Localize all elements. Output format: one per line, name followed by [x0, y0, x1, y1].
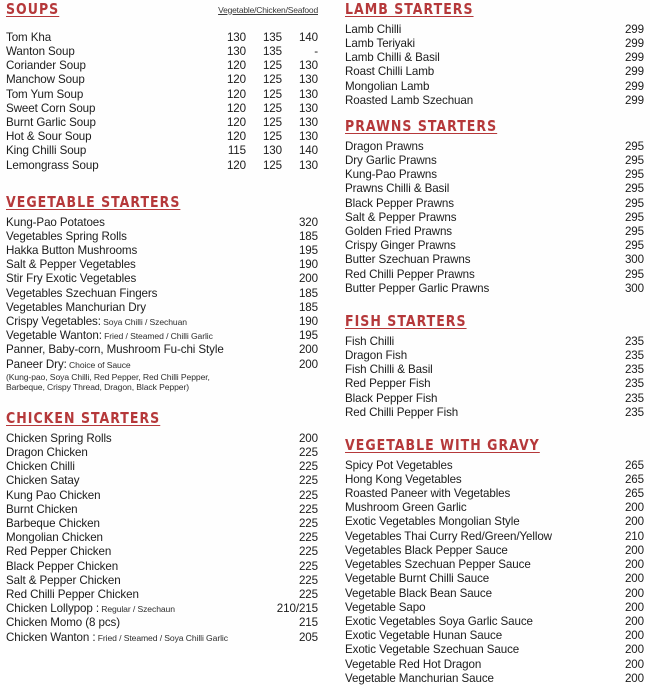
menu-item-row	[345, 392, 644, 406]
menu-item-price-chicken: 125	[262, 101, 282, 115]
chicken-starters-item-list	[6, 432, 318, 645]
menu-item-row	[6, 545, 318, 559]
menu-item-name: Roasted Paneer with Vegetables	[345, 487, 511, 501]
menu-item-name: Roast Chilli Lamb	[345, 65, 435, 79]
menu-item-row	[6, 116, 318, 130]
menu-item-row	[6, 503, 318, 517]
menu-item-row	[345, 601, 644, 615]
menu-item-row	[6, 460, 318, 474]
menu-item-name: Vegetables Thai Curry Red/Green/Yellow	[345, 529, 552, 543]
menu-item-price-vegetable: 120	[226, 115, 246, 129]
menu-item-name: Kung-Pao Prawns	[345, 168, 437, 182]
menu-item-price: 200	[624, 558, 644, 572]
menu-item-name: Vegetable Burnt Chilli Sauce	[345, 572, 490, 586]
menu-item-row	[6, 616, 318, 630]
menu-item-row	[6, 343, 318, 357]
menu-item-row	[6, 230, 318, 244]
menu-item-price: 299	[624, 65, 644, 79]
menu-item-row	[6, 272, 318, 286]
menu-item-name: Black Pepper Fish	[345, 391, 438, 405]
lamb-starters-item-list	[345, 23, 644, 108]
menu-item-row	[6, 574, 318, 588]
menu-item-name: Fish Chilli	[345, 334, 395, 348]
menu-item-row	[6, 588, 318, 602]
menu-item-name: Exotic Vegetable Szechuan Sauce	[345, 643, 520, 657]
section-chicken-starters	[6, 409, 318, 645]
section-lamb-starters	[345, 0, 644, 108]
menu-item-price: 295	[624, 224, 644, 238]
menu-item-price: 295	[624, 182, 644, 196]
menu-item-price: 300	[624, 281, 644, 295]
menu-item-name: Hot & Sour Soup	[6, 130, 92, 144]
menu-item-row	[345, 211, 644, 225]
menu-item-row	[345, 572, 644, 586]
menu-item-price-chicken: 135	[262, 44, 282, 58]
prawns-starters-item-list	[345, 140, 644, 296]
section-vegetable-with-gravy	[345, 436, 644, 686]
menu-item-row	[6, 258, 318, 272]
menu-item-name: Salt & Pepper Vegetables	[6, 258, 136, 272]
menu-item-row	[345, 515, 644, 529]
menu-item-name: Burnt Garlic Soup	[6, 115, 96, 129]
menu-item-row	[345, 51, 644, 65]
menu-item-row	[345, 182, 644, 196]
menu-item-price-seafood: 130	[298, 115, 318, 129]
menu-item-name: Tom Yum Soup	[6, 87, 84, 101]
menu-item-name: Butter Pepper Garlic Prawns	[345, 281, 490, 295]
menu-item-price: 225	[298, 545, 318, 559]
menu-item-row	[345, 268, 644, 282]
menu-item-name: Vegetables Black Pepper Sauce	[345, 543, 508, 557]
menu-item-row	[345, 80, 644, 94]
menu-item-name: Vegetables Manchurian Dry	[6, 300, 146, 314]
menu-item-row	[6, 73, 318, 87]
menu-item-price: 265	[624, 472, 644, 486]
menu-item-price-seafood: 130	[298, 87, 318, 101]
soups-item-list	[6, 31, 318, 173]
menu-item-price: 225	[298, 460, 318, 474]
vegetable-starters-note-line-2: Barbeque, Crispy Thread, Dragon, Black Pepper)	[6, 382, 189, 393]
menu-item-name: Vegetable Sapo	[345, 600, 426, 614]
menu-item-name: Spicy Pot Vegetables	[345, 458, 453, 472]
section-heading-vegetable-with-gravy: VEGETABLE WITH GRAVY	[345, 435, 540, 454]
menu-item-name: Vegetables Spring Rolls	[6, 229, 127, 243]
fish-starters-item-list	[345, 335, 644, 420]
menu-item-row	[6, 631, 318, 645]
menu-item-price: 225	[298, 474, 318, 488]
menu-item-row	[345, 239, 644, 253]
menu-item-price: 235	[624, 377, 644, 391]
menu-item-price: 299	[624, 79, 644, 93]
menu-item-name: Red Chilli Pepper Prawns	[345, 267, 475, 281]
menu-item-price: 295	[624, 139, 644, 153]
menu-item-price: 200	[624, 586, 644, 600]
menu-item-name: Salt & Pepper Prawns	[345, 210, 457, 224]
menu-item-price: 215	[298, 616, 318, 630]
vegetable-with-gravy-item-list	[345, 459, 644, 686]
menu-item-price-vegetable: 115	[227, 144, 246, 158]
menu-item-name: Butter Szechuan Prawns	[345, 253, 471, 267]
menu-item-row	[6, 287, 318, 301]
menu-item-name: Crispy Vegetables: Soya Chilli / Szechuan	[6, 314, 187, 328]
menu-item-row	[345, 501, 644, 515]
menu-item-row	[6, 244, 318, 258]
menu-item-name: Red Pepper Fish	[345, 377, 431, 391]
menu-item-price-chicken: 125	[262, 158, 282, 172]
menu-item-name: Barbeque Chicken	[6, 516, 100, 530]
menu-item-price: 200	[624, 572, 644, 586]
section-heading-soups: SOUPS	[6, 0, 60, 18]
menu-item-name: Panner, Baby-corn, Mushroom Fu-chi Style	[6, 343, 224, 357]
menu-item-price: 200	[624, 501, 644, 515]
menu-item-name: Lamb Chilli & Basil	[345, 51, 440, 65]
menu-item-price: 265	[624, 458, 644, 472]
menu-item-price: 225	[298, 488, 318, 502]
menu-item-name: Chicken Spring Rolls	[6, 431, 112, 445]
menu-item-price: 225	[298, 587, 318, 601]
menu-item-row	[6, 560, 318, 574]
menu-item-row	[6, 474, 318, 488]
menu-item-price: 295	[624, 239, 644, 253]
menu-item-price-seafood: 130	[298, 158, 318, 172]
menu-item-price: 265	[624, 487, 644, 501]
menu-item-name: Exotic Vegetables Soya Garlic Sauce	[345, 614, 533, 628]
menu-item-name: Lamb Chilli	[345, 22, 402, 36]
menu-item-name: Golden Fried Prawns	[345, 224, 453, 238]
menu-item-row	[345, 94, 644, 108]
menu-item-row	[6, 329, 318, 343]
section-heading-prawns-starters: PRAWNS STARTERS	[345, 116, 498, 135]
section-heading-vegetable-starters: VEGETABLE STARTERS	[6, 192, 181, 211]
menu-item-row	[345, 349, 644, 363]
menu-item-row	[345, 23, 644, 37]
menu-item-name: Lamb Teriyaki	[345, 36, 416, 50]
menu-item-description: Regular / Szechaun	[98, 604, 175, 615]
vegetable-starters-item-list	[6, 216, 318, 372]
menu-item-price-chicken: 125	[262, 73, 282, 87]
menu-item-price: 235	[624, 405, 644, 419]
menu-item-row	[345, 587, 644, 601]
menu-item-price-vegetable: 120	[226, 158, 246, 172]
menu-item-row	[345, 487, 644, 501]
menu-item-name: Hakka Button Mushrooms	[6, 243, 138, 257]
menu-item-price: 200	[298, 431, 318, 445]
menu-item-name: Vegetables Szechuan Fingers	[6, 286, 158, 300]
menu-item-name: Chicken Chilli	[6, 460, 75, 474]
section-fish-starters	[345, 312, 644, 420]
menu-item-row	[345, 363, 644, 377]
menu-item-name: Red Chilli Pepper Fish	[345, 405, 459, 419]
menu-item-price: 295	[624, 153, 644, 167]
menu-item-row	[6, 45, 318, 59]
menu-item-name: Dragon Chicken	[6, 445, 88, 459]
menu-item-name: Paneer Dry: Choice of Sauce	[6, 357, 131, 371]
menu-item-price-chicken: 125	[262, 115, 282, 129]
menu-item-price-seafood: 130	[298, 73, 318, 87]
menu-item-price: 200	[624, 629, 644, 643]
menu-item-name: Kung Pao Chicken	[6, 488, 101, 502]
menu-item-name: King Chilli Soup	[6, 144, 87, 158]
menu-item-row	[345, 197, 644, 211]
menu-item-name: Lemongrass Soup	[6, 158, 99, 172]
menu-item-price-vegetable: 120	[226, 73, 246, 87]
menu-item-row	[345, 225, 644, 239]
menu-item-name: Red Chilli Pepper Chicken	[6, 587, 139, 601]
menu-item-price: 225	[298, 531, 318, 545]
menu-item-price: 235	[624, 348, 644, 362]
menu-item-price: 200	[624, 515, 644, 529]
menu-item-row	[6, 301, 318, 315]
menu-item-name: Mongolian Lamb	[345, 79, 430, 93]
menu-item-name: Vegetables Szechuan Pepper Sauce	[345, 558, 531, 572]
menu-item-price: 190	[298, 258, 318, 272]
menu-item-price-vegetable: 120	[226, 101, 246, 115]
section-soups	[6, 0, 318, 173]
menu-item-price: 300	[624, 253, 644, 267]
menu-item-price-vegetable: 120	[226, 59, 246, 73]
menu-item-price-seafood: 130	[298, 130, 318, 144]
menu-item-price: 185	[298, 300, 318, 314]
section-heading-chicken-starters: CHICKEN STARTERS	[6, 408, 161, 427]
soups-column-header: Vegetable/Chicken/Seafood	[218, 4, 318, 15]
menu-item-row	[6, 144, 318, 158]
menu-item-price-chicken: 130	[262, 144, 282, 158]
menu-item-row	[6, 517, 318, 531]
menu-item-price: 210/215	[276, 602, 318, 616]
menu-item-row	[6, 446, 318, 460]
menu-item-row	[6, 130, 318, 144]
menu-column-left	[6, 0, 318, 645]
menu-item-name: Exotic Vegetable Hunan Sauce	[345, 629, 503, 643]
menu-item-price-seafood: 140	[298, 144, 318, 158]
menu-item-price-vegetable: 120	[226, 130, 246, 144]
menu-item-price: 295	[624, 267, 644, 281]
menu-item-name: Kung-Pao Potatoes	[6, 215, 105, 229]
menu-item-price: 200	[298, 357, 318, 371]
menu-item-name: Stir Fry Exotic Vegetables	[6, 272, 137, 286]
menu-item-row	[6, 489, 318, 503]
menu-item-name: Black Pepper Chicken	[6, 559, 119, 573]
menu-item-name: Vegetable Black Bean Sauce	[345, 586, 492, 600]
menu-item-price: 295	[624, 196, 644, 210]
menu-item-row	[6, 358, 318, 372]
menu-item-price: 205	[298, 630, 318, 644]
menu-item-price: 225	[298, 445, 318, 459]
menu-item-row	[345, 377, 644, 391]
menu-item-price: 225	[298, 559, 318, 573]
menu-item-name: Chicken Lollypop : Regular / Szechaun	[6, 602, 175, 616]
menu-item-name: Chicken Satay	[6, 474, 80, 488]
menu-item-name: Mongolian Chicken	[6, 531, 103, 545]
menu-item-row	[345, 615, 644, 629]
menu-item-price-chicken: 125	[262, 130, 282, 144]
section-vegetable-starters	[6, 193, 318, 393]
menu-item-name: Salt & Pepper Chicken	[6, 573, 121, 587]
menu-item-row	[345, 37, 644, 51]
menu-item-row	[345, 558, 644, 572]
menu-item-price: 185	[298, 229, 318, 243]
menu-item-name: Vegetable Red Hot Dragon	[345, 657, 482, 671]
menu-item-name: Chicken Momo (8 pcs)	[6, 616, 120, 630]
menu-item-row	[6, 159, 318, 173]
menu-item-price: 200	[298, 272, 318, 286]
menu-item-row	[6, 88, 318, 102]
menu-item-row	[345, 530, 644, 544]
menu-item-name: Chicken Wanton : Fried / Steamed / Soya Chilli Garlic	[6, 630, 228, 644]
menu-item-price: 299	[624, 22, 644, 36]
menu-item-row	[6, 602, 318, 616]
menu-item-price: 200	[624, 600, 644, 614]
menu-item-price: 195	[298, 243, 318, 257]
menu-item-row	[345, 473, 644, 487]
menu-item-price: 190	[298, 314, 318, 328]
menu-item-price: 295	[624, 210, 644, 224]
menu-item-description: Choice of Sauce	[66, 359, 131, 370]
section-heading-lamb-starters: LAMB STARTERS	[345, 0, 474, 18]
menu-item-row	[6, 315, 318, 329]
menu-item-name: Dragon Prawns	[345, 139, 424, 153]
menu-item-name: Roasted Lamb Szechuan	[345, 93, 474, 107]
menu-item-row	[345, 140, 644, 154]
menu-item-price: 185	[298, 286, 318, 300]
menu-item-name: Prawns Chilli & Basil	[345, 182, 450, 196]
menu-item-row	[345, 629, 644, 643]
menu-item-row	[345, 282, 644, 296]
menu-item-name: Tom Kha	[6, 30, 52, 44]
menu-item-price: 200	[624, 643, 644, 657]
menu-item-row	[345, 672, 644, 686]
menu-item-row	[6, 432, 318, 446]
menu-item-price-seafood: 140	[298, 30, 318, 44]
menu-item-row	[6, 102, 318, 116]
menu-item-name: Dragon Fish	[345, 348, 408, 362]
menu-item-price-vegetable: 120	[226, 87, 246, 101]
menu-item-row	[6, 59, 318, 73]
menu-item-price: 235	[624, 391, 644, 405]
menu-item-name: Coriander Soup	[6, 59, 86, 73]
menu-item-price-chicken: 135	[262, 30, 282, 44]
menu-item-row	[6, 531, 318, 545]
menu-item-price-chicken: 125	[262, 87, 282, 101]
menu-item-row	[345, 154, 644, 168]
menu-item-name: Black Pepper Prawns	[345, 196, 454, 210]
menu-item-price: 320	[298, 215, 318, 229]
menu-item-price: 225	[298, 516, 318, 530]
menu-item-name: Hong Kong Vegetables	[345, 472, 462, 486]
menu-item-row	[345, 643, 644, 657]
menu-item-name: Wanton Soup	[6, 44, 75, 58]
menu-column-right	[345, 0, 644, 686]
menu-item-price: 210	[624, 529, 644, 543]
menu-item-row	[345, 544, 644, 558]
menu-item-name: Vegetable Wanton: Fried / Steamed / Chilli Garlic	[6, 329, 213, 343]
menu-item-description: Fried / Steamed / Chilli Garlic	[101, 331, 213, 342]
menu-item-price: 295	[624, 168, 644, 182]
menu-item-price: 299	[624, 51, 644, 65]
menu-item-price: 235	[624, 334, 644, 348]
menu-item-price: 225	[298, 573, 318, 587]
menu-item-price: 200	[624, 657, 644, 671]
section-prawns-starters	[345, 117, 644, 296]
menu-item-row	[345, 65, 644, 79]
menu-item-name: Manchow Soup	[6, 73, 85, 87]
menu-item-description: Soya Chilli / Szechuan	[100, 316, 187, 327]
menu-item-description: Fried / Steamed / Soya Chilli Garlic	[95, 632, 228, 643]
menu-item-row	[345, 658, 644, 672]
menu-item-price: 200	[624, 543, 644, 557]
section-heading-fish-starters: FISH STARTERS	[345, 311, 467, 330]
menu-item-price-vegetable: 130	[226, 30, 246, 44]
menu-item-price: 200	[624, 614, 644, 628]
menu-item-price-seafood: -	[314, 44, 318, 58]
menu-item-price: 200	[298, 343, 318, 357]
menu-item-price: 299	[624, 93, 644, 107]
menu-item-name: Red Pepper Chicken	[6, 545, 112, 559]
menu-item-row	[345, 168, 644, 182]
menu-item-price: 200	[624, 671, 644, 685]
vegetable-starters-note-line-1: (Kung-pao, Soya Chilli, Red Pepper, Red Chilli Pepper,	[6, 371, 210, 382]
menu-item-row	[345, 335, 644, 349]
menu-item-price: 195	[298, 329, 318, 343]
menu-item-row	[6, 216, 318, 230]
menu-item-row	[6, 31, 318, 45]
menu-item-name: Burnt Chicken	[6, 502, 78, 516]
menu-item-price-seafood: 130	[298, 59, 318, 73]
menu-item-row	[345, 406, 644, 420]
menu-item-name: Fish Chilli & Basil	[345, 363, 433, 377]
menu-item-price-vegetable: 130	[226, 44, 246, 58]
menu-item-price-chicken: 125	[262, 59, 282, 73]
menu-item-price: 235	[624, 363, 644, 377]
menu-item-name: Dry Garlic Prawns	[345, 153, 437, 167]
menu-item-name: Sweet Corn Soup	[6, 101, 96, 115]
menu-item-name: Vegetable Manchurian Sauce	[345, 671, 494, 685]
menu-item-name: Crispy Ginger Prawns	[345, 239, 456, 253]
menu-item-row	[345, 459, 644, 473]
menu-item-row	[345, 253, 644, 267]
menu-item-price: 225	[298, 502, 318, 516]
menu-item-price: 299	[624, 36, 644, 50]
menu-item-price-seafood: 130	[298, 101, 318, 115]
menu-item-name: Mushroom Green Garlic	[345, 501, 467, 515]
menu-item-name: Exotic Vegetables Mongolian Style	[345, 515, 520, 529]
